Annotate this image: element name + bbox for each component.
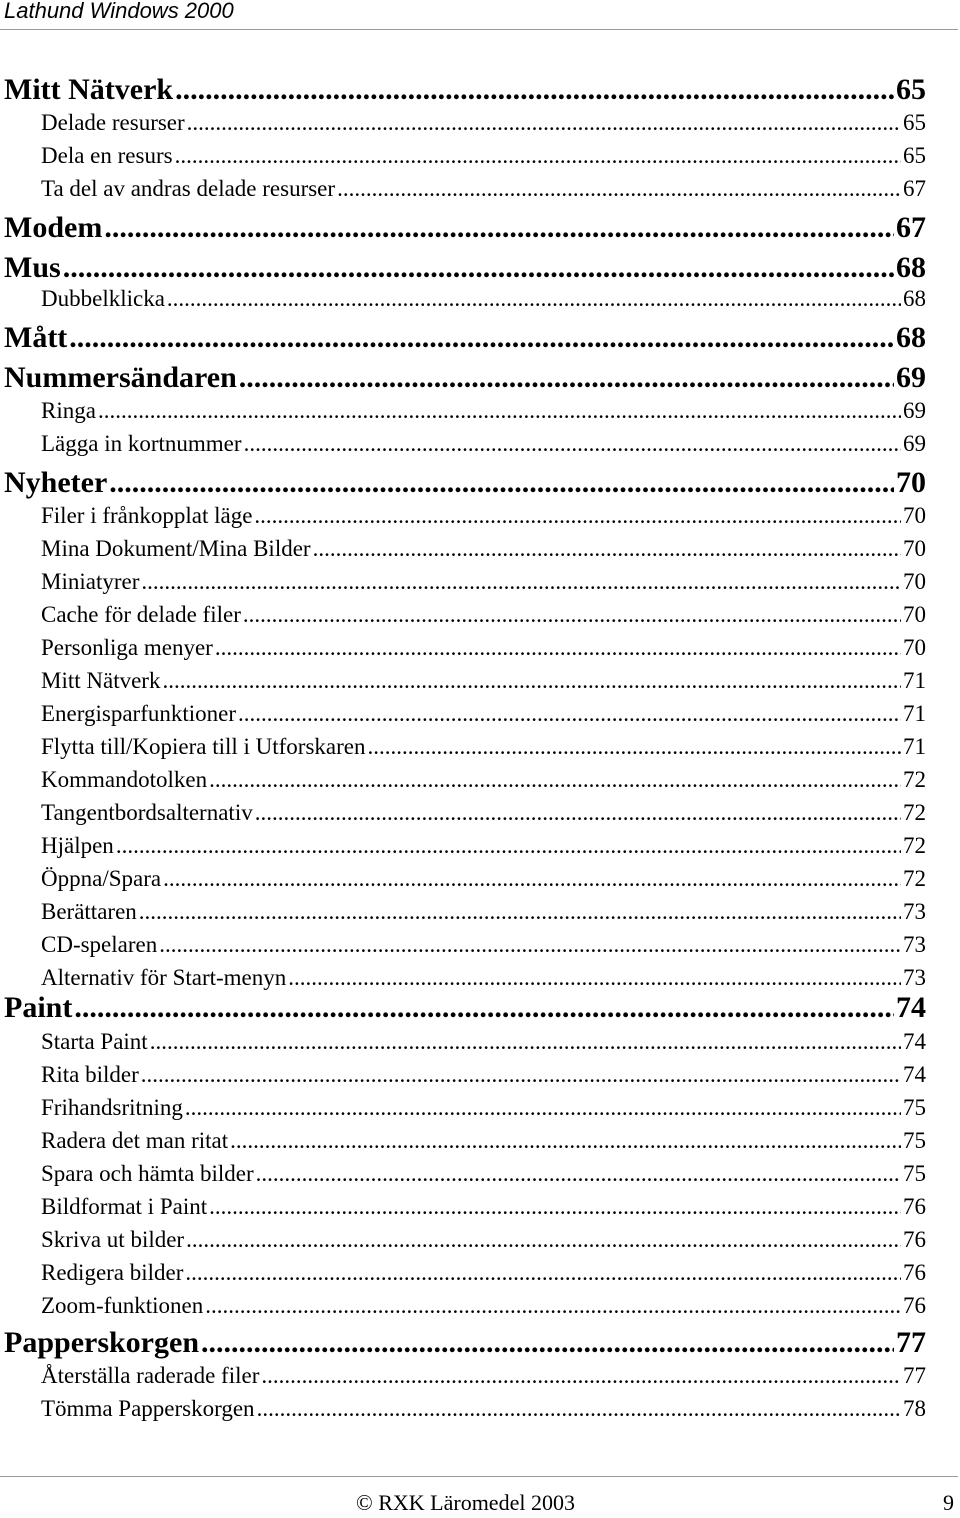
toc-entry-title: Personliga menyer [41,635,213,660]
toc-entry-title: Alternativ för Start-menyn [41,965,287,990]
toc-section-entry [41,766,926,794]
dot-leader [187,109,901,137]
toc-section-entry [41,700,926,728]
toc-entry-title: Zoom-funktionen [41,1293,204,1318]
toc-entry-title: Spara och hämta bilder [41,1161,254,1186]
toc-section-entry [41,1127,926,1155]
toc-entry-title: Starta Paint [41,1029,148,1054]
toc-entry-page: 70 [903,503,926,528]
toc-entry-title: Mus [4,251,61,284]
toc-entry-page: 75 [903,1095,926,1120]
toc-entry-page: 76 [903,1260,926,1285]
toc-entry-page: 68 [903,286,926,311]
toc-chapter-entry [4,1325,926,1361]
dot-leader [215,634,901,662]
toc-entry-page: 70 [903,569,926,594]
toc-entry-title: Öppna/Spara [41,866,162,891]
toc-entry-title: Modem [4,211,103,244]
toc-entry-page: 71 [903,668,926,693]
toc-section-entry [41,285,926,313]
toc-entry-title: Återställa raderade filer [41,1363,260,1388]
toc-entry-title: Filer i frånkopplat läge [41,503,253,528]
toc-entry-page: 72 [903,866,926,891]
page-number: 9 [943,1490,954,1515]
toc-entry-title: Papperskorgen [4,1326,199,1359]
dot-leader [205,1292,901,1320]
dot-leader [141,568,901,596]
dot-leader [186,1226,901,1254]
toc-entry-page: 74 [903,1029,926,1054]
toc-entry-page: 67 [896,211,926,244]
toc-section-entry [41,142,926,170]
dot-leader [238,700,901,728]
toc-section-entry [41,1292,926,1320]
dot-leader [139,898,901,926]
dot-leader [74,990,894,1026]
toc-entry-title: Tömma Papperskorgen [41,1396,255,1421]
dot-leader [254,502,901,530]
toc-section-entry [41,568,926,596]
toc-chapter-entry [4,465,926,501]
dot-leader [141,1061,901,1089]
dot-leader [159,931,901,959]
dot-leader [185,1259,901,1287]
toc-entry-page: 70 [903,635,926,660]
toc-chapter-entry [4,320,926,356]
toc-section-entry [41,1061,926,1089]
toc-entry-title: Skriva ut bilder [41,1227,185,1252]
running-header: Lathund Windows 2000 [4,0,234,23]
toc-entry-page: 69 [903,398,926,423]
toc-section-entry [41,1160,926,1188]
toc-section-entry [41,865,926,893]
toc-entry-title: Energisparfunktioner [41,701,237,726]
toc-section-entry [41,502,926,530]
toc-chapter-entry [4,990,926,1026]
toc-section-entry [41,1362,926,1390]
toc-entry-title: Flytta till/Kopiera till i Utforskaren [41,734,366,759]
toc-section-entry [41,397,926,425]
toc-section-entry [41,832,926,860]
toc-chapter-entry [4,72,926,108]
toc-entry-title: Nyheter [4,466,108,499]
toc-entry-title: Bildformat i Paint [41,1194,208,1219]
toc-section-entry [41,1193,926,1221]
toc-entry-page: 78 [903,1396,926,1421]
toc-section-entry [41,601,926,629]
toc-section-entry [41,931,926,959]
toc-entry-page: 75 [903,1128,926,1153]
toc-entry-title: Berättaren [41,899,137,924]
dot-leader [116,832,901,860]
toc-section-entry [41,733,926,761]
toc-entry-title: Ringa [41,398,96,423]
toc-entry-title: Mitt Nätverk [41,668,161,693]
dot-leader [69,320,894,356]
dot-leader [368,733,902,761]
toc-entry-title: Lägga in kortnummer [41,431,242,456]
dot-leader [162,667,901,695]
dot-leader [63,250,894,286]
toc-entry-title: Dubbelklicka [41,286,165,311]
dot-leader [261,1362,901,1390]
toc-section-entry [41,1094,926,1122]
dot-leader [150,1028,901,1056]
toc-entry-page: 68 [896,251,926,284]
toc-section-entry [41,964,926,992]
toc-entry-page: 76 [903,1194,926,1219]
dot-leader [185,1094,901,1122]
dot-leader [175,72,894,108]
dot-leader [244,430,901,458]
dot-leader [201,1325,894,1361]
toc-entry-title: Paint [4,991,73,1024]
toc-section-entry [41,109,926,137]
toc-entry-page: 76 [903,1293,926,1318]
toc-section-entry [41,1028,926,1056]
toc-entry-title: Mitt Nätverk [4,73,174,106]
toc-entry-title: Hjälpen [41,833,114,858]
toc-entry-title: Kommandotolken [41,767,208,792]
toc-section-entry [41,535,926,563]
toc-entry-page: 72 [903,833,926,858]
toc-entry-page: 77 [903,1363,926,1388]
toc-section-entry [41,799,926,827]
toc-section-entry [41,1395,926,1423]
dot-leader [163,865,901,893]
dot-leader [288,964,901,992]
toc-entry-title: Mina Dokument/Mina Bilder [41,536,311,561]
toc-entry-title: Radera det man ritat [41,1128,229,1153]
dot-leader [243,601,901,629]
toc-entry-title: Ta del av andras delade resurser [41,176,336,201]
toc-chapter-entry [4,360,926,396]
dot-leader [209,766,901,794]
toc-entry-page: 68 [896,321,926,354]
toc-chapter-entry [4,250,926,286]
dot-leader [256,1160,901,1188]
dot-leader [104,210,894,246]
toc-entry-page: 74 [903,1062,926,1087]
toc-entry-title: CD-spelaren [41,932,158,957]
toc-entry-title: Mått [4,321,68,354]
page-footer [0,1488,960,1518]
toc-entry-page: 74 [896,991,926,1024]
toc-section-entry [41,898,926,926]
toc-entry-title: Redigera bilder [41,1260,184,1285]
dot-leader [239,360,894,396]
toc-entry-page: 77 [896,1326,926,1359]
toc-entry-title: Nummersändaren [4,361,237,394]
toc-entry-page: 65 [903,143,926,168]
toc-entry-page: 65 [903,110,926,135]
toc-entry-page: 70 [903,602,926,627]
toc-chapter-entry [4,210,926,246]
toc-section-entry [41,1259,926,1287]
toc-entry-page: 72 [903,800,926,825]
dot-leader [175,142,901,170]
dot-leader [109,465,894,501]
toc-entry-title: Rita bilder [41,1062,139,1087]
toc-entry-page: 69 [903,431,926,456]
toc-entry-page: 70 [903,536,926,561]
toc-entry-page: 70 [896,466,926,499]
dot-leader [255,799,901,827]
toc-entry-title: Delade resurser [41,110,185,135]
toc-entry-title: Frihandsritning [41,1095,183,1120]
toc-entry-page: 75 [903,1161,926,1186]
dot-leader [167,285,901,313]
toc-entry-title: Miniatyrer [41,569,140,594]
toc-entry-page: 72 [903,767,926,792]
toc-entry-page: 73 [903,899,926,924]
toc-section-entry [41,667,926,695]
dot-leader [337,175,901,203]
toc-entry-page: 69 [896,361,926,394]
header-divider [0,29,958,30]
dot-leader [230,1127,901,1155]
dot-leader [313,535,901,563]
copyright-notice: © RXK Läromedel 2003 [356,1490,575,1515]
toc-entry-page: 67 [903,176,926,201]
toc-section-entry [41,634,926,662]
dot-leader [98,397,901,425]
toc-entry-page: 76 [903,1227,926,1252]
toc-section-entry [41,430,926,458]
footer-divider [0,1476,958,1477]
toc-entry-title: Dela en resurs [41,143,173,168]
toc-entry-page: 71 [903,701,926,726]
dot-leader [209,1193,901,1221]
toc-entry-page: 65 [896,73,926,106]
dot-leader [257,1395,901,1423]
toc-entry-page: 73 [903,932,926,957]
toc-entry-title: Cache för delade filer [41,602,241,627]
toc-entry-title: Tangentbordsalternativ [41,800,253,825]
toc-entry-page: 71 [903,734,926,759]
toc-section-entry [41,175,926,203]
toc-entry-page: 73 [903,965,926,990]
toc-section-entry [41,1226,926,1254]
